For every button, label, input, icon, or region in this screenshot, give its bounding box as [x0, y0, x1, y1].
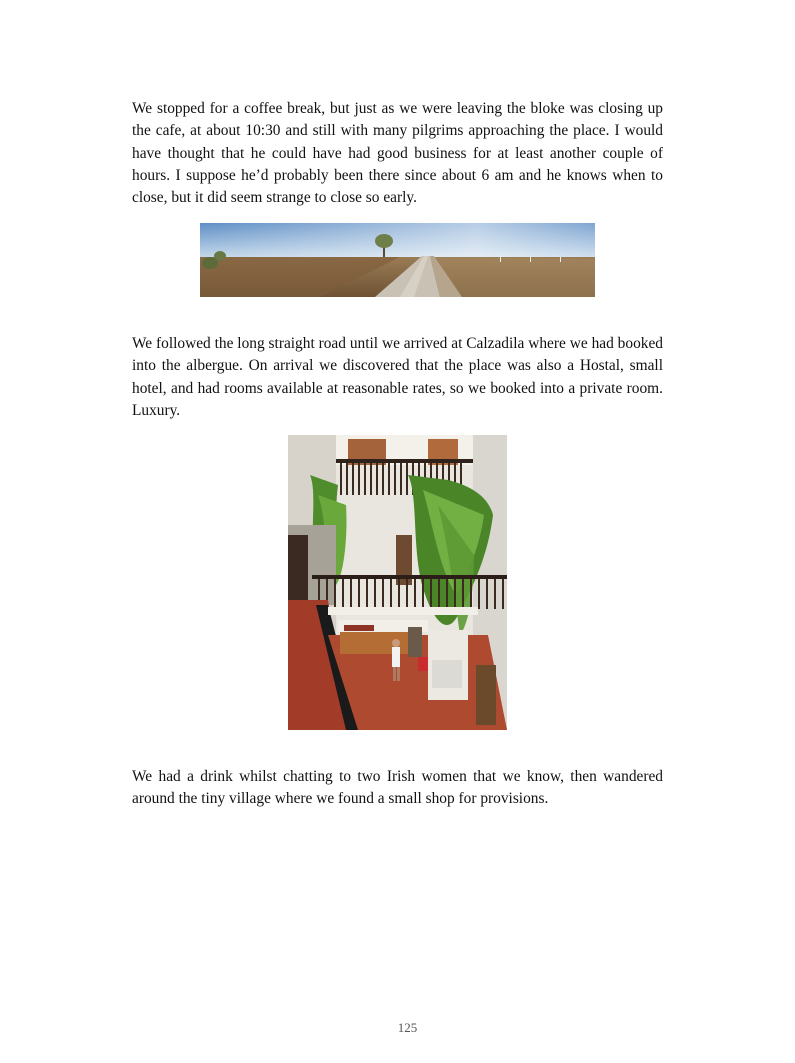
- paragraph-drink-irish-women: We had a drink whilst chatting to two Irish women that we know, then wandered around the tiny village where we found a small shop for provisions.: [132, 768, 663, 808]
- road-panorama-image: [200, 223, 595, 297]
- page-number: 125: [397, 1020, 418, 1035]
- road-panorama-photo: [200, 223, 595, 297]
- albergue-courtyard-photo: [288, 435, 507, 730]
- albergue-courtyard-image: [288, 435, 507, 730]
- paragraph-calzadila: We followed the long straight road until we arrived at Calzadila where we had booked into the albergue. On arrival we discovered that the place was also a Hostal, small hotel, and had rooms available at reasonable rates, so we booked into a private room. Luxury.: [132, 335, 663, 419]
- paragraph-coffee-break: We stopped for a coffee break, but just as we were leaving the bloke was closing up the cafe, at about 10:30 and still with many pilgrims approaching the place. I would have thought that he could have had good business for at least another couple of hours. I suppose he’d probably been there since about 6 am and he knows when to close, but it did seem strange to close so early.: [132, 100, 663, 207]
